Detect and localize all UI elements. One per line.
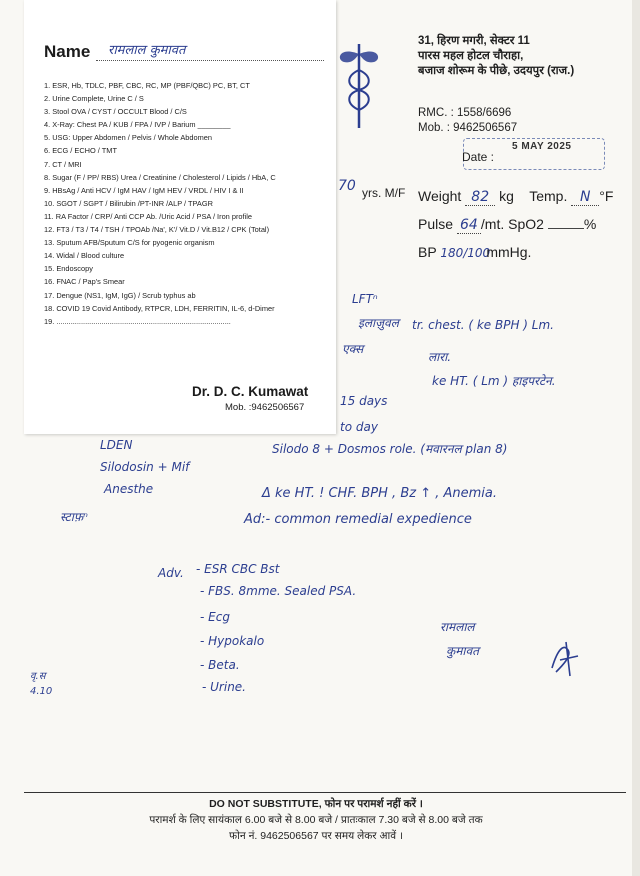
date-label: Date : [462, 150, 495, 164]
test-item: 15. Endoscopy [44, 264, 93, 274]
investigation-1: - ESR CBC Bst [196, 562, 280, 576]
test-item: 12. FT3 / T3 / T4 / TSH / TPOAb /Na', K'/ Vit.D / Vit.B12 / CPK (Total) [44, 225, 270, 235]
test-item: 18. COVID 19 Covid Antibody, RTPCR, LDH, FERRITIN, IL-6, d-Dimer [44, 303, 275, 313]
slip-doctor-name: Dr. D. C. Kumawat [192, 384, 309, 399]
vitals-row-bp [418, 244, 531, 260]
address-line-1: 31, हिरण मगरी, सेक्टर 11 [418, 35, 530, 47]
footer-line-3: फोन नं. 9462506567 पर समय लेकर आवें । [229, 830, 403, 842]
note-left-3: Anesthe [104, 482, 154, 496]
note-lft: LFTⁿ [352, 292, 378, 306]
note-left-2: Silodosin + Mif [100, 460, 190, 474]
temp-unit: °F [599, 188, 614, 204]
test-item: 6. ECG / ECHO / TMT [44, 146, 117, 156]
vitals-row-pulse [418, 216, 596, 234]
investigation-2: - FBS. 8mme. Sealed PSA. [200, 584, 357, 598]
temp-value: N [571, 189, 599, 206]
note-8: Silodo 8 + Dosmos role. (मवारनल plan 8) [272, 442, 508, 456]
note-3: एक्स [342, 342, 364, 356]
note-1: इलाज़ुवल [358, 316, 399, 330]
investigation-4: - Hypokalo [200, 634, 265, 648]
note-left-1: LDEN [100, 438, 133, 452]
note-5: ke HT. ( Lm ) हाइपरटेन. [432, 374, 556, 388]
bp-unit: mmHg. [486, 244, 532, 260]
note-2: tr. chest. ( ke BPH ) Lm. [412, 318, 554, 332]
note-4: लारा. [428, 350, 452, 364]
age-suffix: yrs. M/F [362, 186, 406, 200]
temp-label: Temp. [529, 188, 568, 204]
test-item: 9. HBsAg / Anti HCV / IgM HAV / IgM HEV / VRDL / HIV I & II [44, 185, 244, 195]
spo2-unit: % [583, 216, 597, 232]
slip-name-label: Name [44, 42, 91, 61]
corner-note-2: 4.10 [30, 686, 53, 697]
address-line-3: बजाज शोरूम के पीछे, उदयपुर (राज.) [418, 65, 575, 77]
test-item: 3. Stool OVA / CYST / OCCULT Blood / C/S [44, 107, 187, 117]
diagnosis-line: Δ ke HT. ! CHF. BPH , Bz ↑ , Anemia. [262, 486, 497, 501]
test-item: 19. ..................................................................................... [44, 316, 231, 326]
clinic-address [418, 34, 574, 79]
pulse-unit: /mt. SpO2 [480, 216, 544, 232]
lab-test-slip [24, 0, 336, 434]
address-line-2: पारस महल होटल चौराहा, [418, 50, 524, 62]
test-item: 13. Sputum AFB/Sputum C/S for pyogenic organism [44, 238, 215, 248]
vitals-row-weight [418, 188, 613, 206]
test-item: 8. Sugar (F / PP/ RBS) Urea / Creatinine / Cholesterol / Lipids / HbA, C [44, 172, 276, 182]
bp-value: 180/100 [440, 246, 491, 260]
pulse-value: 64 [457, 217, 481, 234]
date-stamp: 5 MAY 2025 [512, 141, 572, 152]
investigation-3: - Ecg [200, 610, 230, 624]
doctor-signature-mark [548, 638, 582, 678]
test-item: 11. RA Factor / CRP/ Anti CCP Ab. /Uric Acid / PSA / Iron profile [44, 211, 252, 221]
rmc-number: RMC. : 1558/6696 [418, 107, 512, 119]
pulse-label: Pulse [418, 216, 454, 232]
clinic-mobile: Mob. : 9462506567 [418, 122, 518, 134]
footer-line-1-text: DO NOT SUBSTITUTE, फोन पर परामर्श नहीं करें । [209, 798, 423, 810]
investigation-6: - Urine. [202, 680, 246, 694]
patient-signature-2: कुमावत [446, 644, 480, 658]
investigations-label: Adv. [158, 566, 184, 580]
test-item: 17. Dengue (NS1, IgM, IgG) / Scrub typhus ab [44, 290, 196, 300]
bp-label: BP [418, 244, 437, 260]
slip-test-list [44, 79, 334, 328]
paper-edge [632, 0, 640, 876]
footer-line-2: परामर्श के लिए सायंकाल 6.00 बजे से 8.00 बजे / प्रातःकाल 7.30 बजे से 8.00 बजे तक [149, 814, 483, 826]
footer-divider [24, 792, 626, 793]
age-value: 70 [338, 178, 356, 194]
advice-line: Ad:- common remedial expedience [244, 512, 472, 527]
test-item: 1. ESR, Hb, TDLC, PBF, CBC, RC, MP (PBF/QBC) PC, BT, CT [44, 81, 250, 90]
slip-name-line [96, 60, 324, 61]
note-7: to day [340, 420, 378, 434]
investigation-5: - Beta. [200, 658, 240, 672]
note-left-4: स्टाफ़ⁿ [60, 510, 88, 524]
corner-note-1: वृ.स [30, 671, 46, 682]
weight-value: 82 [465, 189, 495, 206]
caduceus-icon [334, 40, 384, 130]
test-item: 2. Urine Complete, Urine C / S [44, 94, 144, 104]
registration-block [418, 106, 517, 136]
slip-patient-name: रामलाल कुमावत [108, 43, 186, 58]
footer-line-1 [0, 797, 632, 811]
patient-signature-1: रामलाल [440, 620, 475, 634]
test-item: 4. X-Ray: Chest PA / KUB / FPA / IVP / Barium ________ [44, 120, 231, 130]
weight-unit: kg [499, 188, 514, 204]
test-item: 16. FNAC / Pap's Smear [44, 277, 125, 287]
test-item: 10. SGOT / SGPT / Bilirubin /PT-INR /ALP / TPAGR [44, 198, 213, 208]
spo2-blank [548, 228, 584, 229]
test-item: 5. USG: Upper Abdomen / Pelvis / Whole Abdomen [44, 133, 213, 143]
slip-doctor-mobile: Mob. :9462506567 [225, 402, 305, 413]
note-6: 15 days [340, 394, 388, 408]
test-item: 14. Widal / Blood culture [44, 251, 125, 261]
weight-label: Weight [418, 188, 462, 204]
test-item: 7. CT / MRI [44, 159, 82, 169]
